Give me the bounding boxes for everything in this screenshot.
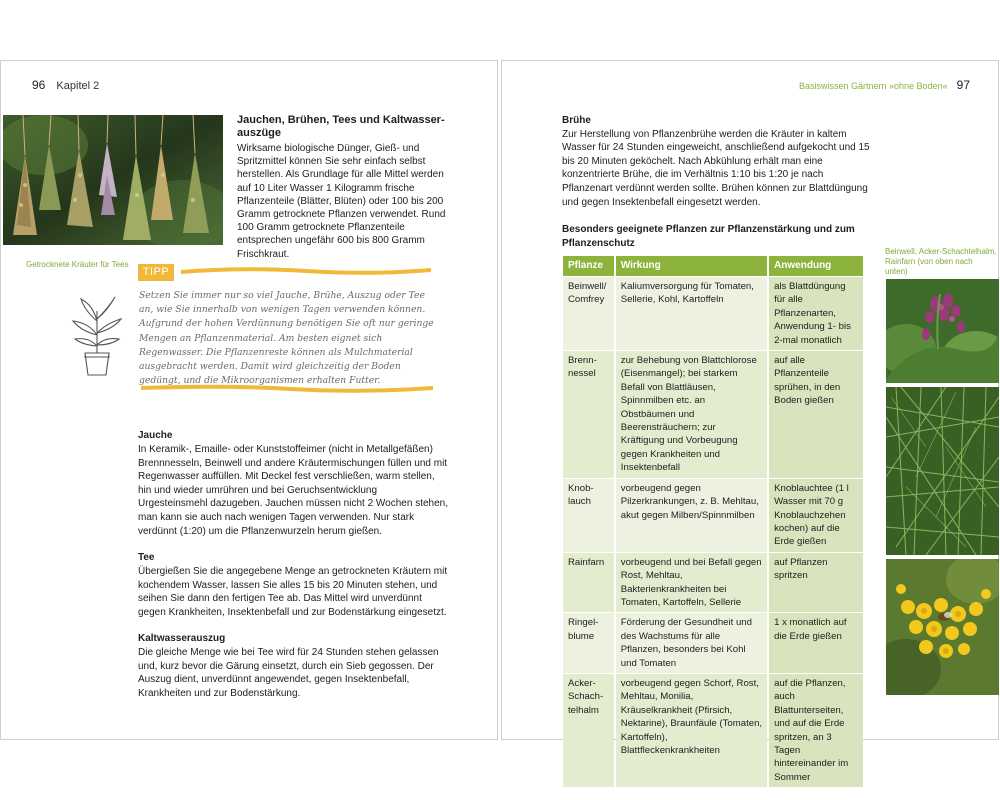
column-header-wirkung: Wirkung (616, 256, 767, 276)
plant-cell: Rainfarn (563, 553, 614, 613)
left-page-number: 96 (32, 78, 46, 92)
table-row (563, 351, 863, 478)
tee-text: Übergießen Sie die angegebene Menge an getrockneten Kräutern mit kochendem Wasser, lassen Sie alles 15 bis 20 Minuten stehen, und seihen Sie dann den fertigen Tee ab. Das Mittel wird unverdünnt gegen Krankheiten, Insektenbefall und zur Bodenstärkung eingesetzt. (138, 566, 448, 618)
plant-cell: Brenn-nessel (563, 351, 614, 478)
plant-cell: Beinwell/ Comfrey (563, 277, 614, 350)
effect-cell: vorbeugend gegen Pilzerkrankungen, z. B. Mehltau, akut gegen Milben/Spinnmilben (616, 479, 767, 552)
kaltwasserauszug-heading: Kaltwasserauszug (138, 633, 226, 644)
effect-cell: Förderung der Gesundheit und des Wachstums für alle Pflanzen, besonders bei Kohl und Tomaten (616, 613, 767, 673)
usage-cell: Knoblauchtee (1 l Wasser mit 70 g Knoblauchzehen kochen) auf die Erde gießen (769, 479, 863, 552)
plant-cell: Knob-lauch (563, 479, 614, 552)
column-header-pflanze: Pflanze (563, 256, 614, 276)
tee-heading: Tee (138, 552, 155, 563)
plants-table (561, 255, 865, 788)
column-header-anwendung: Anwendung (769, 256, 863, 276)
plant-cell: Ringel-blume (563, 613, 614, 673)
left-page-header (32, 78, 99, 92)
tip-bottom-brush-stroke (141, 383, 433, 395)
intro-text: Wirksame biologische Dünger, Gieß- und Spritzmittel können Sie sehr einfach selbst herstellen. Als Grundlage für alle Mittel werden auf 10 Liter Wasser 1 Kilogramm frische Pflanzenteile (Blätter, Blüten) oder 100 bis 200 Gramm getrocknete Pflanzen verwendet. Rund 100 Gramm getrocknete Pflanzenteile entsprechen ungefähr 600 bis 800 Gramm Frischkraut. (237, 143, 446, 260)
right-page-header (799, 78, 970, 92)
table-row (563, 479, 863, 552)
intro-heading: Jauchen, Brühen, Tees und Kaltwasser-auszüge (237, 114, 445, 139)
kaltwasserauszug-text: Die gleiche Menge wie bei Tee wird für 24 Stunden stehen gelassen und, kurz bevor die Gärung einsetzt, durch ein Sieb gegossen. Der Auszug dient, unverdünnt angewendet, gegen Insektenbefall, Krankheiten und zur Bodenstärkung. (138, 647, 439, 699)
jauche-section (138, 429, 448, 538)
table-row (563, 553, 863, 613)
effect-cell: vorbeugend gegen Schorf, Rost, Mehltau, Monilia, Kräuselkrankheit (Pfirsich, Nektarine), Braunfäule (Tomaten, Kartoffeln), Blattfleckenkrankheiten (616, 674, 767, 787)
beinwell-photo (886, 279, 999, 383)
bruehe-heading: Brühe (562, 115, 591, 126)
tip-text: Setzen Sie immer nur so viel Jauche, Brühe, Auszug oder Tee an, wie Sie innerhalb von wenigen Tagen verwenden können. Aufgrund der hohen Verdünnung benötigen Sie oft nur geringe Mengen an Pflanzenmaterial. Am besten eignet sich Regenwasser. Die Pflanzenreste können als Mulchmaterial ausgebracht werden. Damit wird gleichzeitig der Boden gedüngt, und die Mikroorganismen erhalten Futter. (139, 290, 434, 387)
kaltwasserauszug-section (138, 632, 448, 700)
dried-herbs-illustration (3, 115, 223, 245)
bruehe-text: Zur Herstellung von Pflanzenbrühe werden die Kräuter in kaltem Wasser für 24 Stunden eingeweicht, anschließend aufgekocht und 15 bis 20 Minuten geköchelt. Nach Abkühlung erhält man eine konzentrierte Brühe, die im Verhältnis 1:10 bis 1:20 je nach Pflanzenart verdünnt werden sollte. Brühen können zur Blattdüngung und gegen Insektenbefall eingesetzt werden. (562, 128, 870, 208)
right-page-number: 97 (956, 78, 970, 92)
table-row (563, 674, 863, 787)
schachtelhalm-photo (886, 387, 999, 555)
herbs-photo-caption: Getrocknete Kräuter für Tees (26, 260, 129, 269)
bruehe-section (562, 114, 872, 209)
schachtelhalm-illustration (886, 387, 999, 555)
tee-section (138, 551, 448, 619)
intro-block (237, 114, 447, 261)
table-title: Besonders geeignete Pflanzen zur Pflanzenstärkung und zum Pflanzenschutz (562, 224, 855, 249)
dried-herbs-photo (3, 115, 223, 245)
right-page (501, 60, 999, 783)
usage-cell: als Blattdüngung für alle Pflanzenarten, Anwendung 1- bis 2-mal monatlich (769, 277, 863, 350)
effect-cell: vorbeugend und bei Befall gegen Rost, Mehltau, Bakterienkrankheiten bei Tomaten, Kartoffeln, Sellerie (616, 553, 767, 613)
usage-cell: 1 x monatlich auf die Erde gießen (769, 613, 863, 673)
effect-cell: Kaliumversorgung für Tomaten, Sellerie, Kohl, Kartoffeln (616, 277, 767, 350)
tip-badge: TIPP (138, 264, 174, 281)
jauche-heading: Jauche (138, 430, 173, 441)
left-page (0, 60, 498, 740)
effect-cell: zur Behebung von Blattchlorose (Eisenmangel); bei starkem Befall von Blattläusen, Spinnmilben etc. an Obstbäumen und Beerensträuchern; zur Kräftigung und Vorbeugung gegen Krankheiten und Insektenbefall (616, 351, 767, 478)
running-head: Basiswissen Gärtnern »ohne Boden« (798, 81, 948, 91)
usage-cell: auf Pflanzen spritzen (769, 553, 863, 613)
side-photos-caption: Beinwell, Acker-Schachtelhalm, Rainfarn (von oben nach unten) (885, 247, 997, 276)
tip-top-brush-stroke (181, 266, 431, 278)
beinwell-illustration (886, 279, 999, 383)
usage-cell: auf die Pflanzen, auch Blattunterseiten, und auf die Erde spritzen, an 3 Tagen hintereinander im Sommer (769, 674, 863, 787)
jauche-text: In Keramik-, Emaille- oder Kunststoffeimer (nicht in Metallgefäßen) Brennnesseln, Beinwell und andere Kräutermischungen füllen und mit Regenwasser auffüllen. Mit Deckel fest verschließen, warm stellen, hin und wieder umrühren und bei Geruchsentwicklung Urgesteinsmehl dazugeben. Jauchen müssen nicht 2 Wochen stehen, man kann sie auch nach wenigen Tagen verwenden. Nur stark verdünnt (1:20) um die Pflanzenwurzeln herum gießen. (138, 444, 449, 537)
potted-plant-icon (67, 291, 127, 381)
table-row (563, 277, 863, 350)
usage-cell: auf alle Pflanzenteile sprühen, in den Boden gießen (769, 351, 863, 478)
table-row (563, 613, 863, 673)
chapter-label: Kapitel 2 (56, 80, 100, 92)
rainfarn-illustration (886, 559, 999, 695)
rainfarn-photo (886, 559, 999, 695)
table-header-row (563, 256, 863, 276)
plant-cell: Acker-Schach-telhalm (563, 674, 614, 787)
